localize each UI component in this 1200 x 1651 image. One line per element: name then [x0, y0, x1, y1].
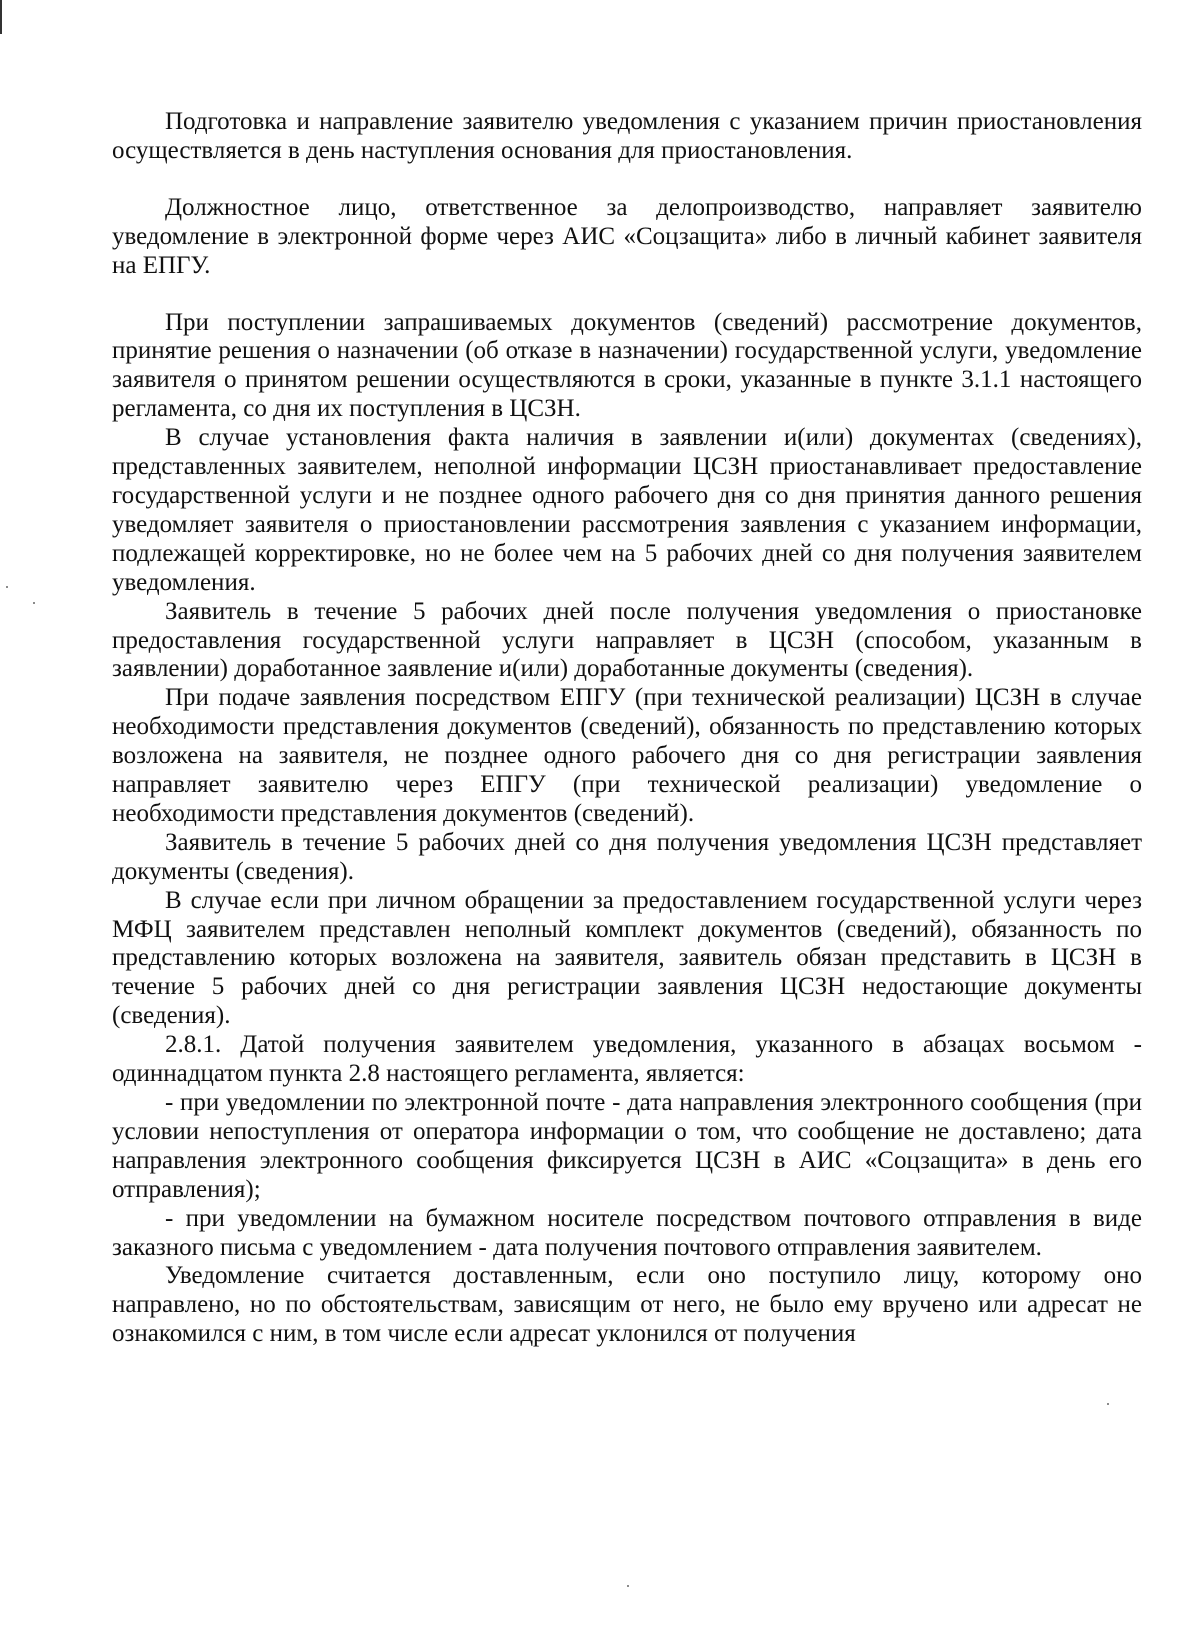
paragraph-clause-2-8-1: 2.8.1. Датой получения заявителем уведомления, указанного в абзацах восьмом - одиннадцатом пункта 2.8 настоящего регламента, является: — [112, 1031, 1142, 1088]
scan-speck — [33, 602, 35, 604]
paragraph-incomplete-information: В случае установления факта наличия в заявлении и(или) документах (сведениях), представленных заявителем, неполной информации ЦСЗН приостанавливает предоставление государственной услуги и не позднее одного рабочего дня со дня принятия данного решения уведомляет заявителя о приостановлении рассмотрения заявления с указанием информации, подлежащей корректировке, но не более чем на 5 рабочих дней со дня получения заявителем уведомления. — [112, 424, 1142, 596]
scan-speck — [6, 586, 8, 588]
scan-speck — [627, 1585, 629, 1587]
scan-edge-mark — [0, 0, 2, 34]
paragraph-epgu-submission: При подаче заявления посредством ЕПГУ (при технической реализации) ЦСЗН в случае необходимости представления документов (сведений), обязанность по представлению которых возложена на заявителя, не позднее одного рабочего дня со дня регистрации заявления направляет заявителю через ЕПГУ (при технической реализации) уведомление о необходимости представления документов (сведений). — [112, 684, 1142, 827]
paragraph-applicant-resubmission: Заявитель в течение 5 рабочих дней после получения уведомления о приостановке предоставления государственной услуги направляет в ЦСЗН (способом, указанным в заявлении) доработанное заявление и(или) доработанные документы (сведения). — [112, 597, 1142, 683]
document-body — [112, 108, 1142, 1349]
scan-speck — [1107, 1403, 1109, 1405]
list-item-paper-notification: - при уведомлении на бумажном носителе посредством почтового отправления в виде заказного письма с уведомлением - дата получения почтового отправления заявителем. — [112, 1204, 1142, 1261]
list-item-email-notification: - при уведомлении по электронной почте - дата направления электронного сообщения (при условии непоступления от оператора информации о том, что сообщение не доставлено; дата направления электронного сообщения фиксируется ЦСЗН в АИС «Соцзащита» в день его отправления); — [112, 1089, 1142, 1203]
paragraph-mfc-incomplete-set: В случае если при личном обращении за предоставлением государственной услуги через МФЦ заявителем представлен неполный комплект документов (сведений), обязанность по представлению которых возложена на заявителя, заявитель обязан представить в ЦСЗН в течение 5 рабочих дней со дня регистрации заявления ЦСЗН недостающие документы (сведения). — [112, 886, 1142, 1030]
paragraph-applicant-provides-documents: Заявитель в течение 5 рабочих дней со дня получения уведомления ЦСЗН представляет документы (сведения). — [112, 828, 1142, 885]
paragraph-delivery-deemed: Уведомление считается доставленным, если оно поступило лицу, которому оно направлено, но по обстоятельствам, зависящим от него, не было ему вручено или адресат не ознакомился с ним, в том числе если адресат уклонился от получения — [112, 1262, 1142, 1348]
paragraph-official-notification: Должностное лицо, ответственное за делопроизводство, направляет заявителю уведомление в электронной форме через АИС «Соцзащита» либо в личный кабинет заявителя на ЕПГУ. — [112, 193, 1142, 279]
paragraph-documents-received: При поступлении запрашиваемых документов (сведений) рассмотрение документов, принятие решения о назначении (об отказе в назначении) государственной услуги, уведомление заявителя о принятом решении осуществляются в сроки, указанные в пункте 3.1.1 настоящего регламента, со дня их поступления в ЦСЗН. — [112, 308, 1142, 423]
paragraph-suspension-notice: Подготовка и направление заявителю уведомления с указанием причин приостановления осуществляется в день наступления основания для приостановления. — [112, 108, 1142, 164]
